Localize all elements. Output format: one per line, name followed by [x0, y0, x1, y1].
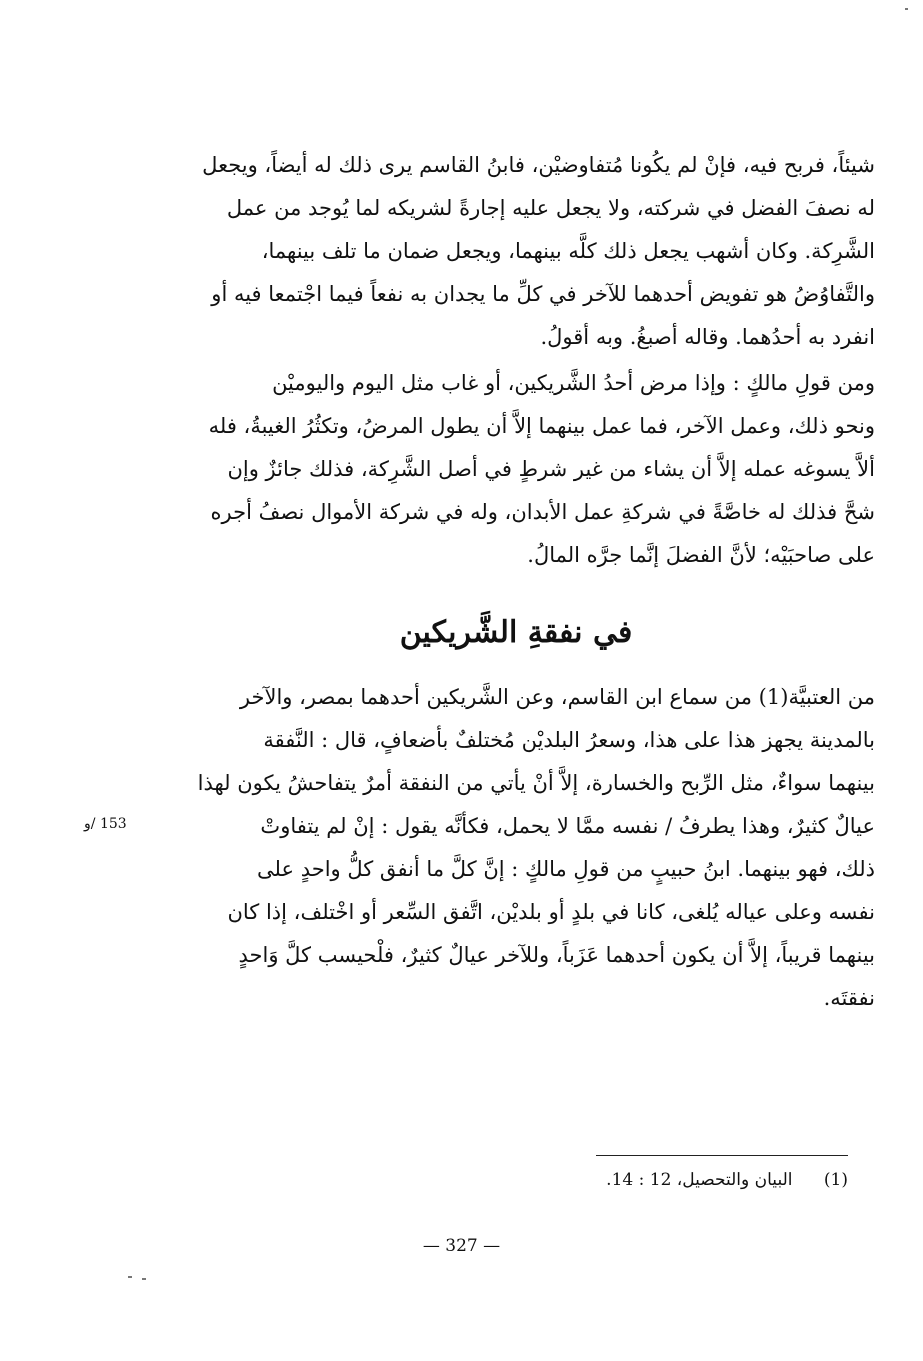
footnote-divider — [596, 1155, 848, 1156]
paragraph-3 — [157, 676, 875, 1020]
text-line: نفسه وعلى عياله يُلغى، كانا في بلدٍ أو بلديْن، اتَّفق السِّعر أو اخْتلف، إذا كان — [227, 900, 875, 924]
scan-speck — [905, 8, 908, 10]
text-line: عيالٌ كثيرٌ، وهذا يطرفُ / نفسه ممَّا لا يحمل، فكأنَّه يقول : إنْ لم يتفاوتْ — [260, 814, 875, 838]
scan-speck — [142, 1278, 146, 1280]
page-number: — 327 — — [422, 1236, 501, 1256]
footnote-number: (1) — [823, 1170, 848, 1190]
text-line: ألاَّ يسوغه عمله إلاَّ أن يشاء من غير شرطٍ في أصل الشَّرِكة، فذلك جائزٌ وإن — [227, 457, 875, 481]
text-line: شحَّ فذلك له خاصَّةً في شركةِ عمل الأبدان، وله في شركة الأموال نصفُ أجره — [210, 500, 875, 524]
text-line: ومن قولِ مالكٍ : وإذا مرض أحدُ الشَّريكين، أو غاب مثل اليوم واليوميْن — [272, 371, 875, 395]
paragraph-1 — [157, 144, 875, 359]
footnote — [560, 1166, 848, 1194]
text-line: انفرد به أحدُهما. وقاله أصبغُ. وبه أقولُ. — [540, 325, 875, 349]
text-line: له نصفَ الفضل في شركته، ولا يجعل عليه إجارةً لشريكه لما يُوجد من عمل — [226, 196, 875, 220]
paragraph-2 — [157, 362, 875, 577]
text-line: ذلك، فهو بينهما. ابنُ حبيبٍ من قولِ مالكٍ : إنَّ كلَّ ما أنفق كلُّ واحدٍ على — [257, 857, 875, 881]
text-line: من العتبيَّة(1) من سماع ابن القاسم، وعن الشَّريكين أحدهما بمصر، والآخر — [239, 685, 875, 709]
manuscript-folio-note: 153 /و — [84, 816, 127, 832]
scan-speck — [128, 1276, 132, 1278]
section-heading: في نفقةِ الشَّريكين — [399, 615, 633, 650]
footnote-text: البيان والتحصيل، 12 : 14. — [606, 1170, 793, 1190]
text-line: على صاحبَيْه؛ لأنَّ الفضلَ إنَّما جرَّه المالُ. — [527, 543, 875, 567]
text-line: بالمدينة يجهز هذا على هذا، وسعرُ البلديْن مُختلفٌ بأضعافٍ، قال : النَّفقة — [263, 728, 875, 752]
text-line: بينهما سواءٌ، مثل الرِّبح والخسارة، إلاَّ أنْ يأتي من النفقة أمرٌ يتفاحشُ يكون لهذا — [197, 771, 875, 795]
text-line: والتَّفاوُضُ هو تفويض أحدهما للآخر في كلِّ ما يجدان به نفعاً فيما اجْتمعا فيه أو — [211, 282, 875, 306]
text-line: نفقتَه. — [823, 986, 875, 1010]
text-line: بينهما قريباً، إلاَّ أن يكون أحدهما عَزَباً، وللآخر عيالٌ كثيرٌ، فلْحيسب كلَّ وَاحدٍ — [238, 943, 875, 967]
text-line: ونحو ذلك، وعمل الآخر، فما عمل بينهما إلاَّ أن يطول المرضُ، وتكثُرُ الغيبةُ، فله — [208, 414, 875, 438]
text-line: الشَّرِكة. وكان أشهب يجعل ذلك كلَّه بينهما، ويجعل ضمان ما تلف بينهما، — [261, 239, 875, 263]
text-line: شيئاً، فربح فيه، فإنْ لم يكُونا مُتفاوضيْن، فابنُ القاسم يرى ذلك له أيضاً، ويجعل — [202, 153, 875, 177]
